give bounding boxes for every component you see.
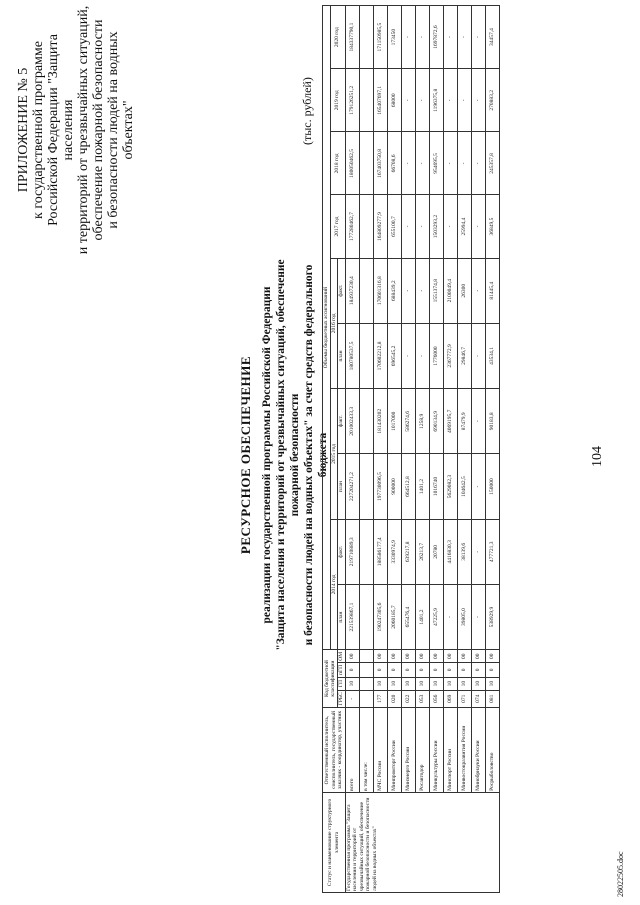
- value-cell: -: [415, 195, 429, 258]
- value-cell: 47225,9: [429, 584, 443, 649]
- col-status: Статус и наименование структурного элемента: [323, 792, 346, 892]
- value-cell: 690134,9: [429, 389, 443, 454]
- value-cell: 1258,9: [415, 389, 429, 454]
- value-cell: -: [443, 132, 457, 195]
- value-cell: 1017000: [387, 389, 401, 454]
- value-cell: -: [457, 6, 471, 69]
- value-cell: 150000: [485, 454, 499, 519]
- table-row: [485, 6, 499, 893]
- header-row: [323, 6, 331, 893]
- executor-cell: Минпромторг России: [387, 708, 401, 793]
- value-cell: 081: [485, 690, 499, 707]
- value-cell: 38139,6: [457, 519, 471, 584]
- table-row: [387, 6, 401, 893]
- col-2020: 2020 год: [330, 6, 345, 69]
- value-cell: 00: [401, 650, 415, 663]
- value-cell: 90183,8: [485, 389, 499, 454]
- value-cell: -: [443, 195, 457, 258]
- executor-cell: Росавтодор: [415, 708, 429, 793]
- value-cell: [359, 584, 373, 649]
- value-cell: 664512,8: [401, 454, 415, 519]
- value-cell: [359, 519, 373, 584]
- value-cell: 170601316,8: [373, 258, 387, 323]
- table-row: [415, 6, 429, 893]
- value-cell: 0: [373, 663, 387, 677]
- col-fact: факт.: [338, 389, 346, 454]
- value-cell: 3330974,9: [387, 519, 401, 584]
- resource-table: [322, 5, 500, 893]
- value-cell: [359, 258, 373, 323]
- col-2018: 2018 год: [330, 132, 345, 195]
- value-cell: 29846,7: [457, 323, 471, 388]
- value-cell: 221539867,1: [345, 584, 359, 649]
- title-line: реализации государственной программы Российской Федерации: [261, 286, 273, 624]
- value-cell: 181430202: [373, 389, 387, 454]
- col-plan: план: [338, 323, 346, 388]
- value-cell: 056: [429, 690, 443, 707]
- value-cell: [359, 454, 373, 519]
- table-row: [471, 6, 485, 893]
- value-cell: 66708,6: [387, 132, 401, 195]
- value-cell: 00: [429, 650, 443, 663]
- value-cell: 1503293,2: [429, 195, 443, 258]
- value-cell: 10: [457, 677, 471, 690]
- value-cell: 164809277,9: [373, 195, 387, 258]
- value-cell: [359, 323, 373, 388]
- value-cell: -: [415, 132, 429, 195]
- value-cell: [359, 6, 373, 69]
- table-row: [429, 6, 443, 893]
- value-cell: 00: [387, 650, 401, 663]
- value-cell: 39805,0: [457, 584, 471, 649]
- value-cell: -: [471, 454, 485, 519]
- col-2016: 2016 год: [330, 258, 338, 389]
- value-cell: 177280462,7: [345, 195, 359, 258]
- value-cell: 477721,3: [485, 519, 499, 584]
- table-row: [359, 6, 373, 893]
- value-cell: -: [471, 323, 485, 388]
- col-plan: план: [338, 454, 346, 519]
- value-cell: 197730096,5: [373, 454, 387, 519]
- unit-label: (тыс. рублей): [300, 77, 314, 145]
- value-cell: 270883,2: [485, 69, 499, 132]
- appendix-line: Российской Федерации "Защита населения: [46, 34, 76, 226]
- value-cell: [359, 690, 373, 707]
- value-cell: -: [471, 69, 485, 132]
- value-cell: 0: [485, 663, 499, 677]
- table-row: [457, 6, 471, 893]
- value-cell: -: [401, 69, 415, 132]
- col-fact: факт.: [338, 519, 346, 584]
- value-cell: -: [401, 258, 415, 323]
- col-om: ОМ: [338, 650, 346, 663]
- value-cell: -: [471, 195, 485, 258]
- value-cell: 104642,5: [457, 454, 471, 519]
- col-2017: 2017 год: [330, 195, 345, 258]
- value-cell: -: [415, 69, 429, 132]
- executor-cell: Минкультуры России: [429, 708, 443, 793]
- value-cell: 245357,8: [485, 132, 499, 195]
- value-cell: 069: [443, 690, 457, 707]
- value-cell: 10: [401, 677, 415, 690]
- value-cell: 10: [443, 677, 457, 690]
- value-cell: 4069195,7: [443, 389, 457, 454]
- appendix-line: к государственной программе: [31, 41, 46, 219]
- value-cell: 4416830,3: [443, 519, 457, 584]
- value-cell: 2100049,4: [443, 258, 457, 323]
- appendix-title: ПРИЛОЖЕНИЕ № 5: [16, 67, 31, 193]
- value-cell: 10: [471, 677, 485, 690]
- value-cell: 179126251,2: [345, 69, 359, 132]
- value-cell: -: [401, 132, 415, 195]
- value-cell: 0: [443, 663, 457, 677]
- value-cell: 1551374,8: [429, 258, 443, 323]
- value-cell: 0: [345, 663, 359, 677]
- value-cell: 0: [457, 663, 471, 677]
- value-cell: 34457,4: [485, 6, 499, 69]
- value-cell: 180780537,5: [345, 323, 359, 388]
- executor-cell: Минспорт России: [443, 708, 457, 793]
- title-subtitle: [260, 245, 330, 665]
- value-cell: -: [401, 323, 415, 388]
- col-fact: факт.: [338, 258, 346, 323]
- value-cell: 538929,9: [485, 584, 499, 649]
- value-cell: 177: [373, 690, 387, 707]
- value-cell: -: [471, 6, 485, 69]
- value-cell: 180050462,5: [345, 132, 359, 195]
- col-2015: 2015 год: [330, 389, 338, 520]
- value-cell: 26300: [457, 258, 471, 323]
- value-cell: 68000: [387, 69, 401, 132]
- value-cell: 10: [415, 677, 429, 690]
- value-cell: -: [415, 323, 429, 388]
- value-cell: 25994,4: [457, 195, 471, 258]
- value-cell: 190247305,6: [373, 584, 387, 649]
- value-cell: -: [471, 584, 485, 649]
- title-line: "Защита населения и территорий от чрезвычайных ситуаций, обеспечение пожарной безопасности: [275, 259, 301, 651]
- table-row: [443, 6, 457, 893]
- value-cell: -: [471, 132, 485, 195]
- value-cell: 00: [443, 650, 457, 663]
- value-cell: 00: [415, 650, 429, 663]
- value-cell: 020: [387, 690, 401, 707]
- executor-cell: всего: [345, 708, 359, 793]
- executor-cell: Минвостокразвития России: [457, 708, 471, 793]
- document-title: [238, 245, 330, 665]
- value-cell: 10: [429, 677, 443, 690]
- executor-cell: в том числе:: [359, 708, 373, 793]
- col-2014: 2014 год: [330, 519, 338, 650]
- table-row: [401, 6, 415, 893]
- value-cell: 2060185,7: [387, 584, 401, 649]
- executor-cell: МЧС России: [373, 708, 387, 793]
- value-cell: 00: [485, 650, 499, 663]
- value-cell: 165407697,1: [373, 69, 387, 132]
- value-cell: -: [443, 584, 457, 649]
- value-cell: [359, 663, 373, 677]
- value-cell: -: [457, 132, 471, 195]
- value-cell: -: [401, 195, 415, 258]
- value-cell: 00: [345, 650, 359, 663]
- value-cell: 10: [373, 677, 387, 690]
- value-cell: 696545,2: [387, 323, 401, 388]
- value-cell: 10: [387, 677, 401, 690]
- value-cell: [359, 195, 373, 258]
- value-cell: 2367772,9: [443, 323, 457, 388]
- value-cell: [359, 677, 373, 690]
- value-cell: -: [443, 6, 457, 69]
- value-cell: 0: [471, 663, 485, 677]
- value-cell: -: [415, 6, 429, 69]
- value-cell: 0: [401, 663, 415, 677]
- value-cell: 20780: [429, 519, 443, 584]
- value-cell: -: [345, 690, 359, 707]
- value-cell: 170602212,8: [373, 323, 387, 388]
- appendix-line: обеспечение пожарной безопасности: [91, 19, 106, 241]
- value-cell: 201002433,3: [345, 389, 359, 454]
- page-number: 104: [590, 446, 605, 467]
- value-cell: 5629082,3: [443, 454, 457, 519]
- value-cell: 26213,7: [415, 519, 429, 584]
- col-2019: 2019 год: [330, 69, 345, 132]
- col-plan: план: [338, 584, 346, 649]
- value-cell: 1401,2: [415, 584, 429, 649]
- value-cell: 10: [345, 677, 359, 690]
- value-cell: 900000: [387, 454, 401, 519]
- value-cell: -: [443, 69, 457, 132]
- appendix-line: и территорий от чрезвычайных ситуаций,: [76, 5, 91, 255]
- value-cell: -: [471, 389, 485, 454]
- value-cell: 219710889,3: [345, 519, 359, 584]
- value-cell: 1776000: [429, 323, 443, 388]
- value-cell: 43534,1: [485, 323, 499, 388]
- value-cell: 1016740: [429, 454, 443, 519]
- value-cell: -: [471, 519, 485, 584]
- value-cell: 227204271,2: [345, 454, 359, 519]
- appendix-line: и безопасности людей на водных объектах": [106, 31, 136, 229]
- value-cell: 071: [457, 690, 471, 707]
- col-budget-code: Код бюджетной классификации: [323, 650, 338, 708]
- executor-cell: Минобрнауки России: [471, 708, 485, 793]
- value-cell: 188586177,4: [373, 519, 387, 584]
- table-row: [345, 6, 359, 893]
- value-cell: -: [401, 6, 415, 69]
- value-cell: 053: [415, 690, 429, 707]
- value-cell: 0: [415, 663, 429, 677]
- value-cell: 0: [429, 663, 443, 677]
- value-cell: 167403750,8: [373, 132, 387, 195]
- executor-cell: Росрыболовство: [485, 708, 499, 793]
- title-line: и безопасности людей на водных объектах" за счет средств федерального бюджета: [303, 264, 329, 646]
- value-cell: 688439,2: [387, 258, 401, 323]
- value-cell: 36849,5: [485, 195, 499, 258]
- value-cell: 184937230,4: [345, 258, 359, 323]
- value-cell: 00: [471, 650, 485, 663]
- appendix-header: [16, 5, 136, 255]
- value-cell: 022: [401, 690, 415, 707]
- value-cell: 171150985,5: [373, 6, 387, 69]
- status-cell: Государственная программа "Защита населения и территорий от чрезвычайных ситуаций, обеспечение пожарной безопасности и безопасности людей на водных объектах": [345, 792, 499, 892]
- value-cell: [359, 650, 373, 663]
- value-cell: -: [415, 258, 429, 323]
- value-cell: 1196375,8: [429, 69, 443, 132]
- value-cell: 1401,2: [415, 454, 429, 519]
- col-gp: ГП: [338, 677, 346, 690]
- value-cell: 00: [457, 650, 471, 663]
- value-cell: 639217,8: [401, 519, 415, 584]
- value-cell: 074: [471, 690, 485, 707]
- col-executor: Ответственный исполнитель, соисполнитель, государственный заказчик - координатор, участник: [323, 708, 346, 793]
- value-cell: 00: [373, 650, 387, 663]
- table-row: [373, 6, 387, 893]
- value-cell: 954695,5: [429, 132, 443, 195]
- value-cell: 173450: [387, 6, 401, 69]
- file-id: 28022505.doc: [616, 851, 625, 897]
- value-cell: 655476,4: [401, 584, 415, 649]
- value-cell: -: [457, 69, 471, 132]
- value-cell: 655100,7: [387, 195, 401, 258]
- col-pgp: пГП: [338, 663, 346, 677]
- value-cell: -: [471, 258, 485, 323]
- value-cell: 87479,9: [457, 389, 471, 454]
- value-cell: 1697872,6: [429, 6, 443, 69]
- value-cell: [359, 389, 373, 454]
- value-cell: 184337790,1: [345, 6, 359, 69]
- value-cell: 0: [387, 663, 401, 677]
- value-cell: 10: [485, 677, 499, 690]
- value-cell: [359, 69, 373, 132]
- col-volume: Объемы бюджетных ассигнований: [323, 6, 331, 650]
- col-grbs: ГРБС: [338, 690, 346, 707]
- executor-cell: Минэнерго России: [401, 708, 415, 793]
- value-cell: 81445,4: [485, 258, 499, 323]
- value-cell: 586274,6: [401, 389, 415, 454]
- title-main: РЕСУРСНОЕ ОБЕСПЕЧЕНИЕ: [238, 355, 253, 555]
- value-cell: [359, 132, 373, 195]
